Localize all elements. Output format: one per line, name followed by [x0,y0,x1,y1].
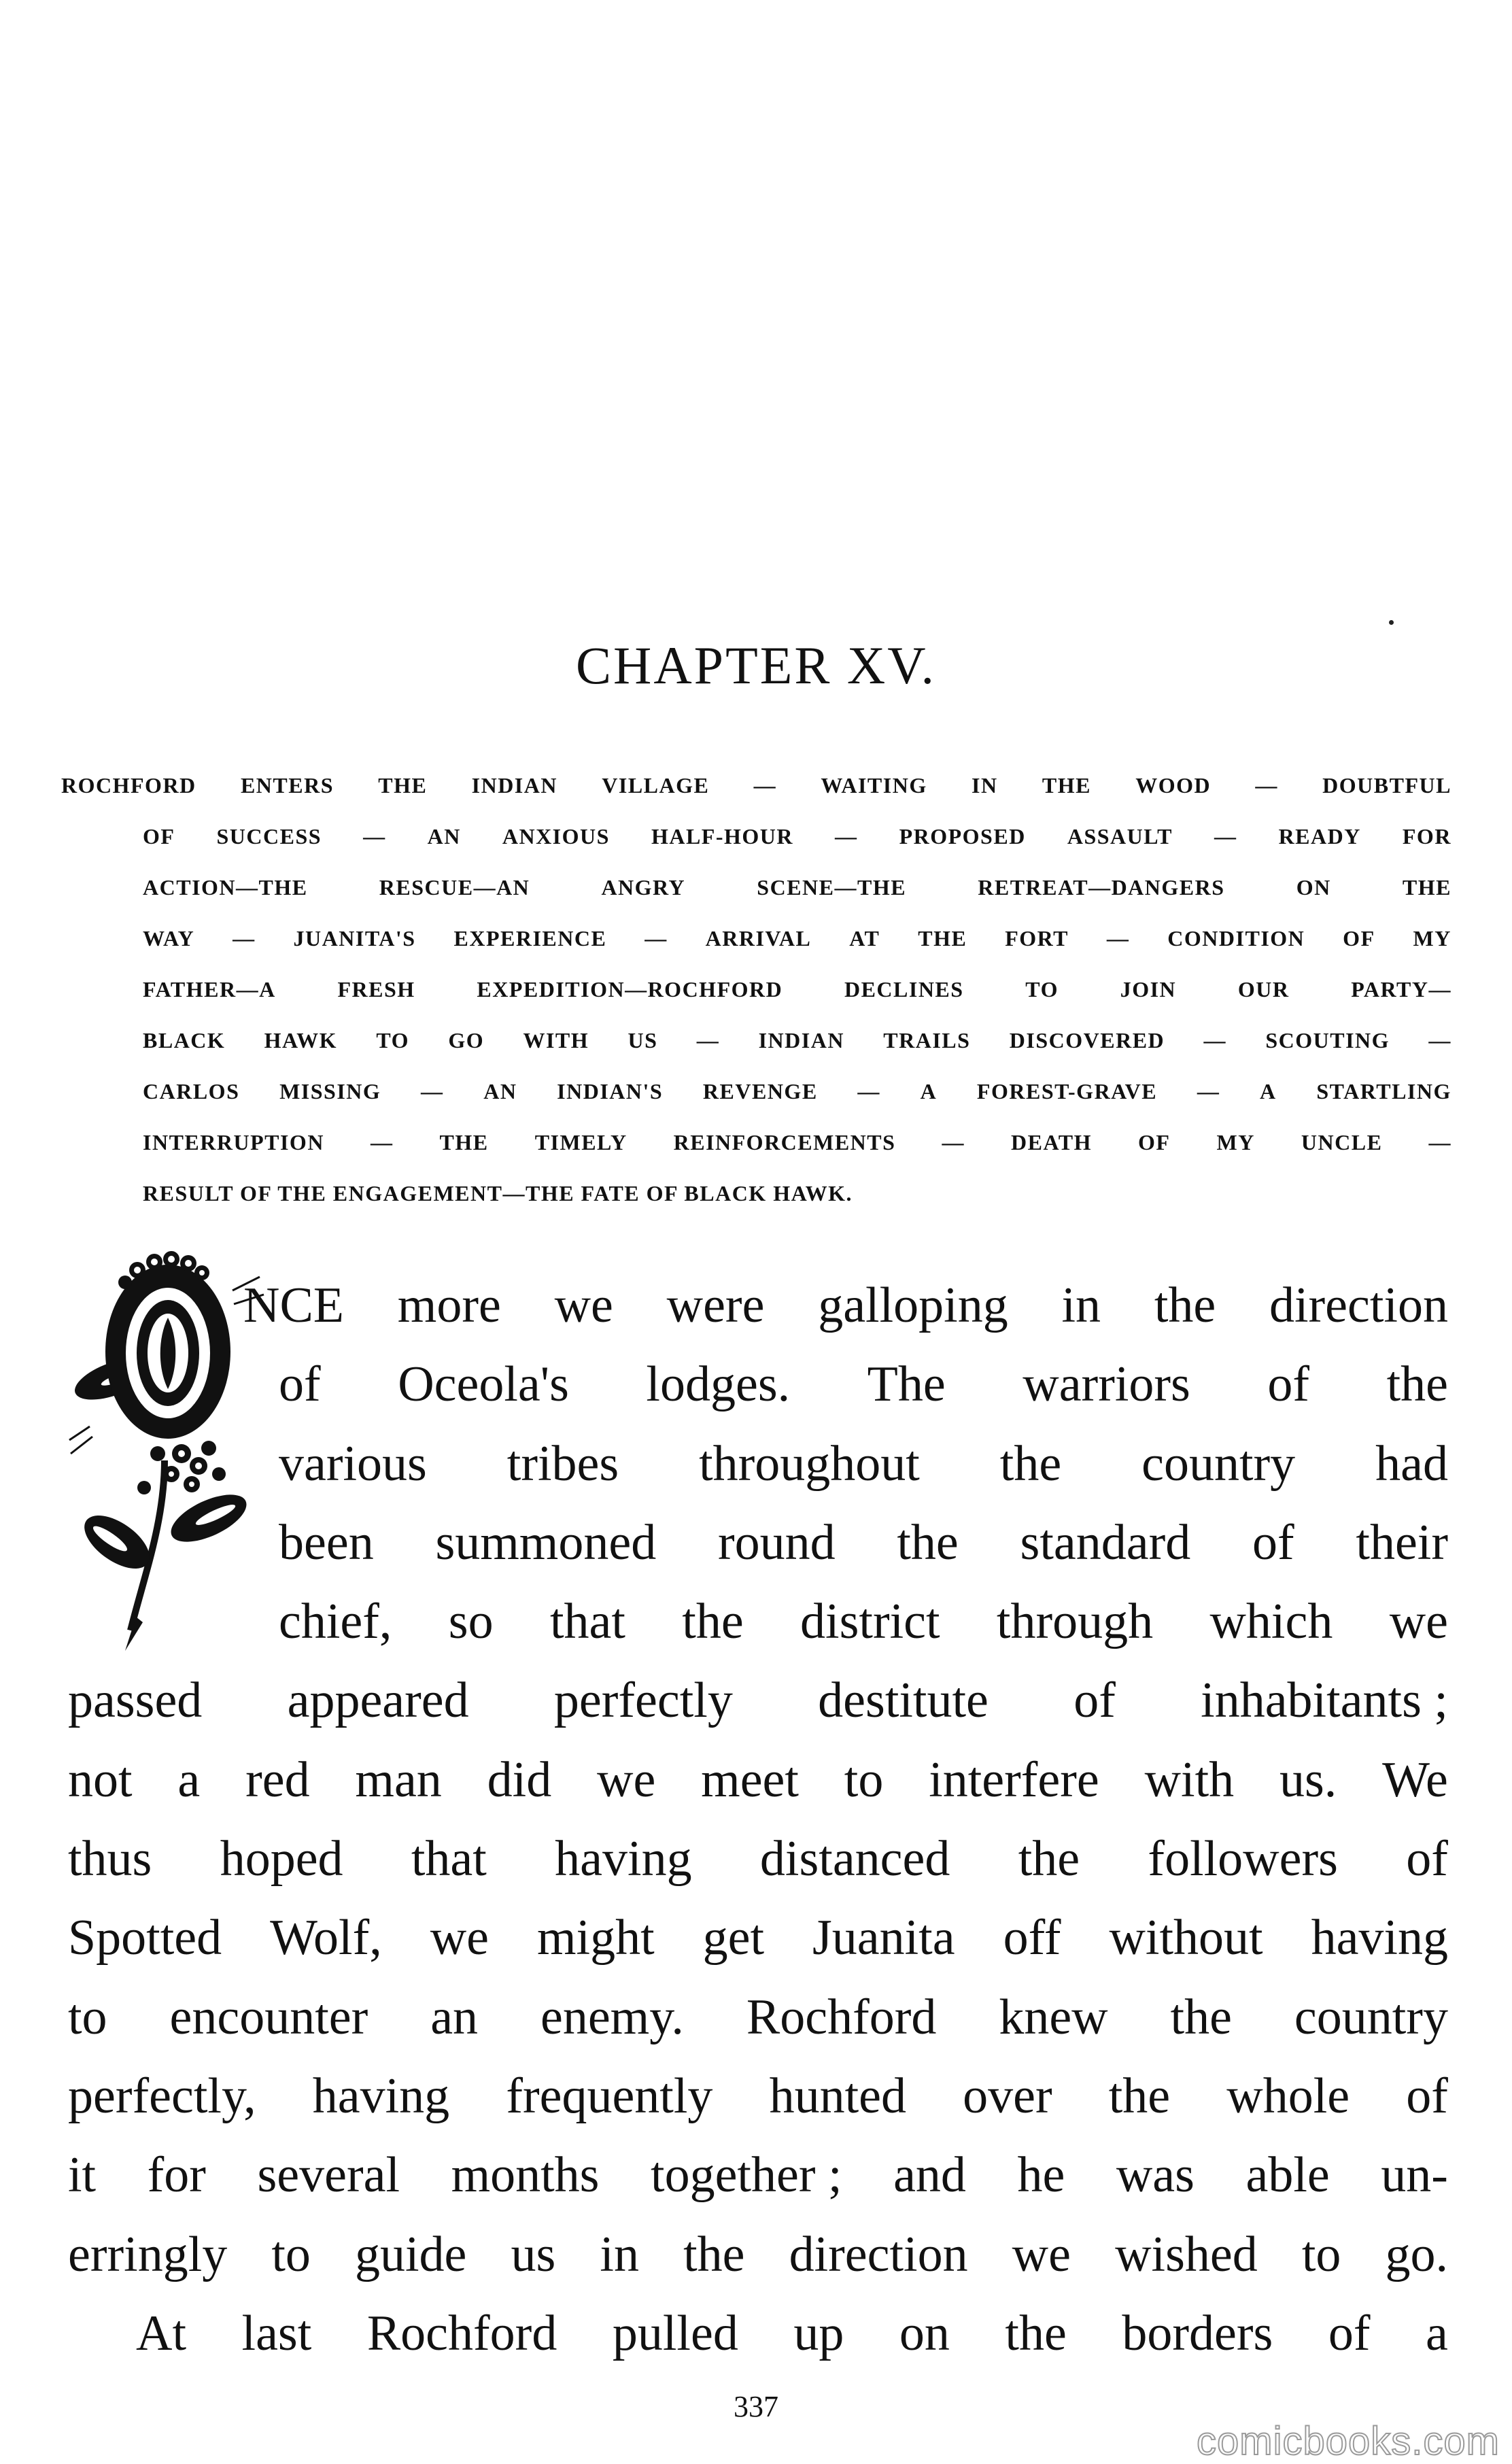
body-word: off [1003,1910,1061,1966]
body-word: At [136,2305,186,2361]
body-word: the [999,1435,1062,1492]
synopsis-word: DISCOVERED [1009,1028,1165,1053]
body-word: in [1061,1278,1101,1333]
body-word: through [996,1594,1154,1650]
body-word: NCE [243,1278,344,1333]
body-word: of [279,1356,321,1413]
body-word: destitute [818,1673,989,1729]
synopsis-word: ON [1296,875,1331,900]
body-line [68,1819,1448,1898]
synopsis-word: — [363,824,386,849]
body-word: of [1267,1356,1310,1413]
body-word: standard [1020,1514,1191,1571]
body-word: the [1170,1989,1232,2045]
synopsis-word: INDIAN [758,1028,844,1053]
synopsis-word: RESULT OF THE ENGAGEMENT—THE FATE OF BLACK HAWK. [143,1181,853,1205]
body-word: We [1382,1751,1448,1808]
synopsis-word: CARLOS [143,1079,240,1103]
body-word: tribes [506,1435,619,1492]
body-word: pulled [612,2305,738,2361]
body-word: having [312,2068,450,2124]
synopsis-word: OF [1343,926,1375,951]
body-word: an [430,1989,479,2045]
body-word: of [1406,1831,1448,1887]
synopsis-word: OF [1138,1130,1171,1154]
body-word: had [1375,1435,1448,1492]
body-word: galloping [818,1278,1008,1333]
body-word: we [1012,2226,1071,2282]
synopsis-word: — [1214,824,1237,849]
body-word: hunted [769,2068,906,2124]
body-line [279,1424,1448,1503]
body-word: borders [1122,2305,1273,2361]
body-word: appeared [287,1673,469,1729]
body-word: not [68,1751,133,1808]
synopsis-word: MISSING [279,1079,381,1103]
body-word: various [279,1435,427,1492]
body-line [68,1661,1448,1740]
body-text [68,1266,1448,2373]
synopsis-word: REINFORCEMENTS [673,1130,896,1154]
body-word: us [511,2226,556,2282]
synopsis-word: ANXIOUS [502,824,610,849]
chapter-title: CHAPTER XV. [576,636,936,695]
body-line [279,1582,1448,1661]
body-line [68,1741,1448,1819]
body-word: district [800,1594,940,1650]
body-word: guide [355,2226,467,2282]
synopsis-word: TRAILS [883,1028,971,1053]
body-word: might [536,1910,655,1966]
synopsis-word: WOOD [1135,773,1212,798]
body-word: knew [999,1989,1108,2045]
body-word: with [1144,1751,1235,1808]
body-word: direction [789,2226,968,2282]
synopsis-word: INTERRUPTION [143,1130,324,1154]
synopsis-word: HALF-HOUR [651,824,793,849]
body-word: Rochford [366,2305,557,2361]
synopsis-word: A [1260,1079,1277,1103]
synopsis-word: — [1428,1028,1451,1053]
body-word: passed [68,1673,203,1729]
body-word: Rochford [746,1989,937,2045]
synopsis-word: TO [1025,977,1059,1002]
synopsis-word: MY [1216,1130,1255,1154]
body-word: meet [701,1751,799,1808]
synopsis-word: A [920,1079,938,1103]
body-word: we [430,1910,489,1966]
body-word: man [355,1751,442,1808]
body-word: lodges. [646,1356,791,1413]
body-word: been [279,1514,374,1571]
synopsis-word: TO [376,1028,409,1053]
body-word: more [397,1278,501,1333]
body-word: hoped [220,1831,343,1887]
synopsis-word: — [1255,773,1278,798]
synopsis-word: — [1203,1028,1226,1053]
body-word: on [899,2305,950,2361]
synopsis-word: CONDITION [1167,926,1305,951]
body-word: and [893,2147,966,2204]
body-line [136,2294,1448,2373]
synopsis-word: REVENGE [702,1079,818,1103]
body-word: he [1017,2147,1065,2204]
synopsis-word: ENTERS [240,773,334,798]
body-line [279,1503,1448,1582]
synopsis-word: FATHER—A [143,977,276,1002]
synopsis-word: JUANITA'S [293,926,416,951]
ink-speck [1389,620,1394,625]
synopsis-word: AN [427,824,461,849]
body-word: the [1005,2305,1067,2361]
body-word: did [487,1751,552,1808]
synopsis-word: — [942,1130,965,1154]
body-word: encounter [169,1989,368,2045]
body-word: of [1252,1514,1294,1571]
body-word: that [411,1831,487,1887]
body-word: of [1406,2068,1448,2124]
body-word: that [549,1594,625,1650]
page-number: 337 [734,2390,778,2423]
body-word: get [702,1910,765,1966]
body-word: to [844,1751,884,1808]
synopsis-word: PARTY— [1351,977,1451,1002]
synopsis-word: THE [918,926,967,951]
synopsis-word: IN [972,773,998,798]
synopsis-word: SCENE—THE [757,875,907,900]
synopsis-word: READY [1278,824,1361,849]
watermark: comicbooks.com [1197,2419,1500,2463]
synopsis-word: DOUBTFUL [1322,773,1451,798]
synopsis-word: TIMELY [534,1130,628,1154]
synopsis-word: EXPERIENCE [453,926,607,951]
body-word: in [600,2226,639,2282]
synopsis-word: — [696,1028,720,1053]
synopsis-word: WAITING [821,773,927,798]
body-word: summoned [435,1514,657,1571]
body-word: Wolf, [270,1910,382,1966]
body-word: of [1328,2305,1371,2361]
body-line [68,2057,1448,2136]
synopsis-line [61,760,1451,811]
synopsis-word: ASSAULT [1067,824,1173,849]
body-word: the [683,2226,745,2282]
body-word: over [963,2068,1052,2124]
body-word: us. [1279,1751,1337,1808]
body-word: Oceola's [398,1356,569,1413]
body-word: direction [1269,1278,1448,1333]
body-word: able [1245,2147,1330,2204]
synopsis-word: RESCUE—AN [379,875,530,900]
synopsis-word: THE [439,1130,489,1154]
body-word: perfectly, [68,2068,256,2124]
body-word: distanced [759,1831,950,1887]
body-word: throughout [699,1435,920,1492]
synopsis-word: INDIAN'S [557,1079,664,1103]
body-word: a [1426,2305,1448,2361]
body-word: having [1311,1910,1448,1966]
body-word: was [1116,2147,1195,2204]
body-word: Juanita [812,1910,955,1966]
synopsis-word: ARRIVAL [705,926,812,951]
body-line [243,1266,1448,1345]
body-word: months [451,2147,600,2204]
synopsis-word: WAY [143,926,195,951]
body-word: The [867,1356,946,1413]
body-word: warriors [1023,1356,1190,1413]
synopsis-word: US [628,1028,658,1053]
body-word: the [1108,2068,1171,2124]
synopsis-word: EXPEDITION—ROCHFORD [477,977,783,1002]
synopsis-word: — [1106,926,1130,951]
synopsis-word: THE [1042,773,1091,798]
synopsis-line [143,1117,1451,1168]
synopsis-line [143,913,1451,964]
synopsis-word: DEATH [1011,1130,1092,1154]
chapter-synopsis [61,760,1451,1219]
synopsis-word: VILLAGE [602,773,710,798]
synopsis-line [143,1066,1451,1117]
synopsis-word: SUCCESS [216,824,322,849]
synopsis-line [143,862,1451,913]
synopsis-word: HAWK [264,1028,337,1053]
body-word: interfere [929,1751,1099,1808]
synopsis-word: OUR [1237,977,1290,1002]
synopsis-line [143,1015,1451,1066]
body-word: thus [68,1831,152,1887]
synopsis-word: THE [1402,875,1451,900]
body-word: erringly [68,2226,228,2282]
body-word: the [1018,1831,1080,1887]
synopsis-word: — [753,773,777,798]
body-word: we [597,1751,656,1808]
body-word: having [555,1831,692,1887]
body-word: without [1109,1910,1263,1966]
synopsis-word: PROPOSED [899,824,1026,849]
body-word: a [177,1751,201,1808]
body-line [68,2136,1448,2214]
body-word: round [717,1514,836,1571]
synopsis-word: — [857,1079,880,1103]
synopsis-word: DECLINES [844,977,964,1002]
body-word: of [1073,1673,1116,1729]
synopsis-line [143,964,1451,1015]
synopsis-word: WITH [523,1028,589,1053]
body-word: to [1301,2226,1341,2282]
body-word: followers [1148,1831,1338,1887]
synopsis-word: — [1197,1079,1220,1103]
synopsis-word: OF [143,824,175,849]
body-word: whole [1226,2068,1350,2124]
synopsis-word: — [645,926,668,951]
synopsis-word: INDIAN [471,773,557,798]
body-word: perfectly [553,1673,733,1729]
body-line [279,1345,1448,1424]
synopsis-word: SCOUTING [1265,1028,1390,1053]
body-word: last [241,2305,312,2361]
body-word: which [1209,1594,1333,1650]
synopsis-word: RETREAT—DANGERS [978,875,1225,900]
synopsis-word: AT [849,926,880,951]
synopsis-word: — [233,926,256,951]
body-word: frequently [506,2068,713,2124]
synopsis-word: FRESH [337,977,415,1002]
body-word: the [682,1594,744,1650]
body-word: the [1386,1356,1448,1413]
synopsis-word: AN [483,1079,517,1103]
body-word: to [68,1989,107,2045]
synopsis-word: — [370,1130,394,1154]
body-line [68,1898,1448,1977]
body-word: chief, [279,1594,392,1650]
body-line [68,2215,1448,2294]
body-word: red [245,1751,310,1808]
synopsis-word: FOR [1402,824,1451,849]
body-line [68,1978,1448,2057]
body-word: together ; [651,2147,842,2204]
synopsis-word: JOIN [1120,977,1177,1002]
body-word: country [1294,1989,1448,2045]
synopsis-word: BLACK [143,1028,226,1053]
synopsis-word: FOREST-GRAVE [976,1079,1158,1103]
body-word: for [147,2147,206,2204]
body-word: to [271,2226,311,2282]
synopsis-word: STARTLING [1316,1079,1451,1103]
synopsis-line [143,811,1451,862]
body-word: enemy. [540,1989,684,2045]
body-word: were [666,1278,765,1333]
synopsis-line [143,1168,1451,1219]
body-word: up [793,2305,844,2361]
body-word: un- [1381,2147,1448,2204]
synopsis-word: THE [378,773,428,798]
synopsis-word: — [1428,1130,1451,1154]
body-word: inhabitants ; [1201,1673,1448,1729]
body-word: country [1141,1435,1296,1492]
body-word: the [897,1514,959,1571]
body-word: we [1389,1594,1448,1650]
body-word: so [448,1594,494,1650]
synopsis-word: FORT [1005,926,1069,951]
synopsis-word: MY [1413,926,1451,951]
synopsis-word: UNCLE [1301,1130,1383,1154]
synopsis-word: ROCHFORD [61,773,196,798]
body-word: wished [1115,2226,1258,2282]
body-word: several [257,2147,400,2204]
body-word: their [1356,1514,1448,1571]
synopsis-word: ACTION—THE [143,875,308,900]
body-word: go. [1385,2226,1448,2282]
body-word: the [1154,1278,1216,1333]
body-word: it [68,2147,97,2204]
synopsis-word: — [421,1079,444,1103]
synopsis-word: ANGRY [601,875,686,900]
synopsis-word: GO [448,1028,485,1053]
body-word: we [554,1278,613,1333]
body-word: Spotted [68,1910,222,1966]
synopsis-word: — [835,824,858,849]
